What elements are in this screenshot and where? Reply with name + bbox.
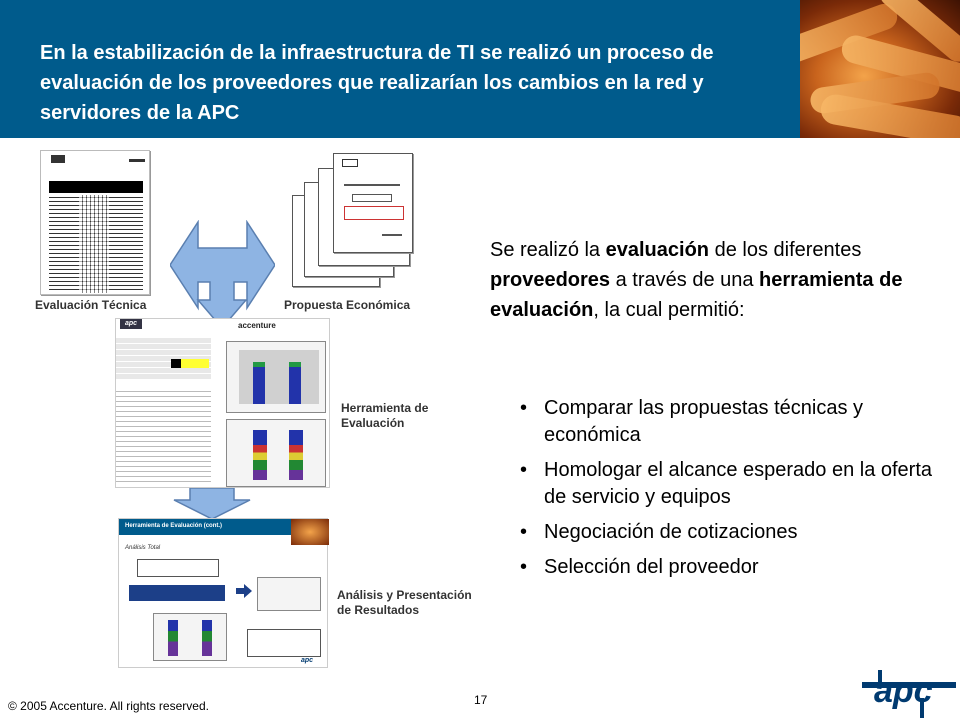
merge-arrow-icon	[170, 220, 275, 330]
header-band	[0, 0, 960, 138]
slide-title: En la estabilización de la infraestructura de TI se realizó un proceso de evaluación de los proveedores que realizarían los cambios en la red y servidores de la APC	[40, 42, 714, 124]
evaluacion-tecnica-document	[40, 150, 150, 295]
list-item: • Selección del proveedor	[520, 554, 940, 581]
intro-paragraph: Se realizó la evaluación de los diferentes proveedores a través de una herramienta de evaluación, la cual permitió:	[490, 239, 903, 321]
label-herramienta-evaluacion: Herramienta de Evaluación	[341, 401, 429, 430]
mini-apc-logo: apc	[120, 319, 142, 329]
label-evaluacion-tecnica: Evaluación Técnica	[35, 298, 147, 312]
label-analisis-resultados: Análisis y Presentación de Resultados	[337, 588, 472, 617]
list-item: • Homologar el alcance esperado en la oferta de servicio y equipos	[520, 457, 940, 511]
mini-subtitle: Análisis Total	[125, 545, 161, 551]
mini-tool-title: Herramienta de Evaluación (cont.)	[125, 523, 223, 529]
down-arrow-icon	[172, 488, 252, 520]
herramienta-evaluacion-document	[115, 318, 330, 488]
mini-accenture-brand: accenture	[238, 321, 276, 330]
bold-evaluacion: evaluación	[605, 239, 710, 261]
label-propuesta-economica: Propuesta Económica	[284, 298, 411, 312]
apc-logo	[860, 660, 960, 720]
analisis-resultados-document	[118, 518, 328, 668]
page-number: 17	[474, 693, 488, 707]
hands-photo	[800, 0, 960, 138]
apc-logo-text: apc	[874, 672, 933, 710]
small-right-arrow-icon	[236, 584, 252, 598]
copyright-text: © 2005 Accenture. All rights reserved.	[8, 699, 209, 713]
list-item: • Negociación de cotizaciones	[520, 519, 940, 546]
bold-herramienta: herramienta de evaluación	[490, 269, 903, 321]
bold-proveedores: proveedores	[490, 269, 611, 291]
mini-apc-logo-2: apc	[301, 657, 314, 664]
propuesta-economica-document	[333, 153, 413, 253]
list-item: • Comparar las propuestas técnicas y económica	[520, 395, 940, 449]
benefits-list	[520, 395, 940, 589]
